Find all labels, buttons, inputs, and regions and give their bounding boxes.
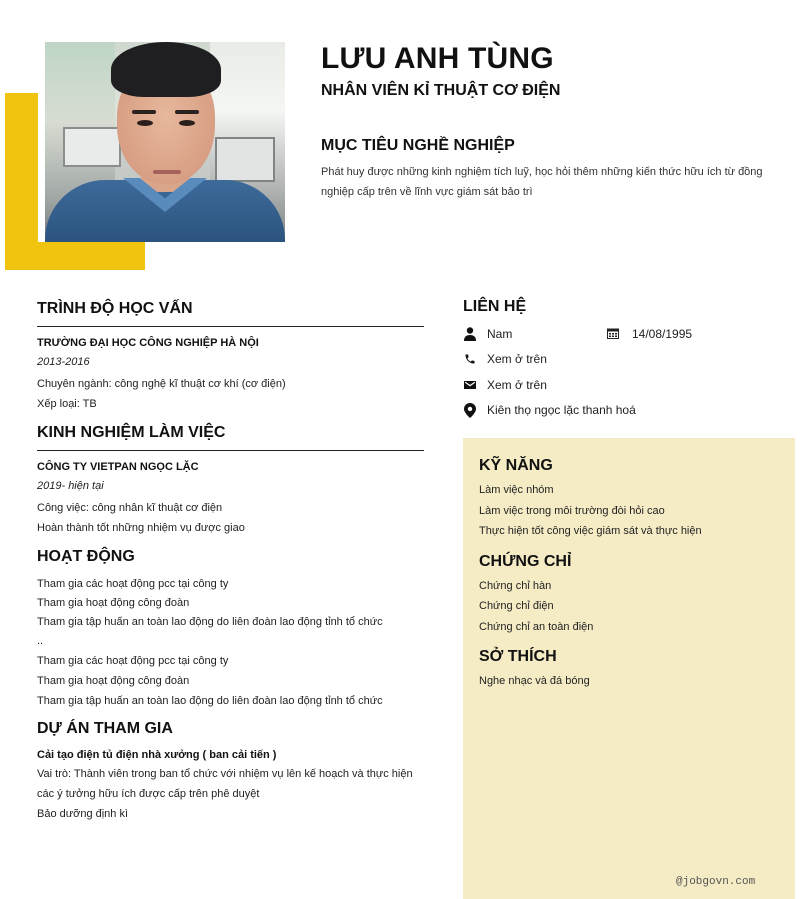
email-value: Xem ở trên <box>487 377 547 392</box>
education-section <box>37 298 424 414</box>
dob-value: 14/08/1995 <box>632 326 693 341</box>
education-heading: TRÌNH ĐỘ HỌC VẤN <box>37 300 193 317</box>
photo-machine-left <box>63 127 121 167</box>
objective-text: Phát huy được những kinh nghiệm tích luỹ, học hỏi thêm những kiến thức hữu ích từ đồng nghiệp cấp trên về lĩnh vực giám sát bảo trì <box>321 166 763 198</box>
certificate-item: Chứng chỉ an toàn điện <box>479 620 594 633</box>
phone-value: Xem ở trên <box>487 352 547 367</box>
activity-item: Tham gia tập huấn an toàn lao động do liên đoàn lao động tỉnh tổ chức <box>37 616 383 628</box>
school-name: TRƯỜNG ĐẠI HỌC CÔNG NGHIỆP HÀ NỘI <box>37 337 259 349</box>
contact-section <box>463 296 795 423</box>
education-major: Chuyên ngành: công nghệ kĩ thuật cơ khí (cơ điện) <box>37 378 286 390</box>
section-divider <box>37 326 424 327</box>
experience-section <box>37 422 424 538</box>
activity-item: Tham gia hoạt động công đoàn <box>37 675 190 687</box>
activity-item: Tham gia hoạt động công đoàn <box>37 597 190 609</box>
skill-item: Làm việc nhóm <box>479 484 554 496</box>
job-title: NHÂN VIÊN KỈ THUẬT CƠ ĐIỆN <box>321 82 561 99</box>
calendar-icon <box>606 327 620 341</box>
person-icon <box>463 327 477 341</box>
hobby-item: Nghe nhạc và đá bóng <box>479 675 590 687</box>
projects-heading: DỰ ÁN THAM GIA <box>37 720 173 737</box>
address-value: Kiên thọ ngọc lặc thanh hoá <box>487 403 636 418</box>
hobbies-section <box>479 646 779 692</box>
photo-hair <box>111 42 221 97</box>
photo-mouth <box>153 170 181 174</box>
project-line: các ý tưởng hữu ích được cấp trên phê duyệt <box>37 788 260 800</box>
section-divider <box>37 450 424 451</box>
activities-heading: HOẠT ĐỘNG <box>37 548 135 565</box>
photo-eye-left <box>137 120 153 126</box>
contact-dob <box>606 321 692 347</box>
watermark: @jobgovn.com <box>676 876 756 888</box>
objective-heading: MỤC TIÊU NGHỀ NGHIỆP <box>321 137 515 154</box>
location-pin-icon <box>463 403 477 417</box>
photo-brow-left <box>132 110 156 114</box>
company-name: CÔNG TY VIETPAN NGỌC LẶC <box>37 461 199 473</box>
left-column <box>37 298 424 824</box>
certificates-section <box>479 551 779 638</box>
education-grade: Xếp loại: TB <box>37 398 97 410</box>
experience-line: Hoàn thành tốt những nhiệm vụ được giao <box>37 522 245 534</box>
skills-panel <box>463 438 795 899</box>
skills-heading: KỸ NĂNG <box>479 457 553 474</box>
project-title: Cải tạo điện tủ điện nhà xưởng ( ban cải tiến ) <box>37 749 277 761</box>
profile-photo <box>45 42 285 242</box>
certificates-heading: CHỨNG CHỈ <box>479 552 572 570</box>
certificate-item: Chứng chỉ điện <box>479 600 554 612</box>
photo-machine-right <box>215 137 275 182</box>
experience-line: Công việc: công nhân kĩ thuật cơ điện <box>37 502 223 514</box>
contact-address-row <box>463 398 795 424</box>
contact-gender-row <box>463 321 795 347</box>
projects-section <box>37 718 424 824</box>
activity-item: Tham gia các hoạt động pcc tại công ty <box>37 578 229 590</box>
mail-icon <box>463 378 477 392</box>
skill-item: Thực hiện tốt công việc giám sát và thực hiện <box>479 525 702 537</box>
education-period: 2013-2016 <box>37 356 90 368</box>
hobbies-heading: SỞ THÍCH <box>479 648 557 665</box>
experience-heading: KINH NGHIỆM LÀM VIỆC <box>37 424 226 441</box>
photo-brow-right <box>175 110 199 114</box>
project-line: Bảo dưỡng định kì <box>37 808 129 820</box>
activities-section <box>37 546 424 711</box>
project-line: Vai trò: Thành viên trong ban tổ chức với nhiệm vụ lên kế hoạch và thực hiện <box>37 768 413 780</box>
certificate-item: Chứng chỉ hàn <box>479 579 552 592</box>
skill-item: Làm việc trong môi trường đòi hỏi cao <box>479 504 665 517</box>
activity-item: Tham gia các hoạt động pcc tại công ty <box>37 655 229 667</box>
activity-item: .. <box>37 635 44 647</box>
photo-eye-right <box>179 120 195 126</box>
accent-block-horizontal <box>5 242 145 270</box>
phone-icon <box>463 352 477 366</box>
experience-period: 2019- hiện tại <box>37 480 104 492</box>
contact-email-row <box>463 372 795 398</box>
candidate-name: LƯU ANH TÙNG <box>321 42 554 75</box>
activity-item: Tham gia tập huấn an toàn lao động do liên đoàn lao động tỉnh tổ chức <box>37 695 383 707</box>
contact-phone-row <box>463 347 795 373</box>
contact-heading: LIÊN HỆ <box>463 298 527 315</box>
gender-value: Nam <box>487 326 513 341</box>
skills-section <box>479 455 779 542</box>
